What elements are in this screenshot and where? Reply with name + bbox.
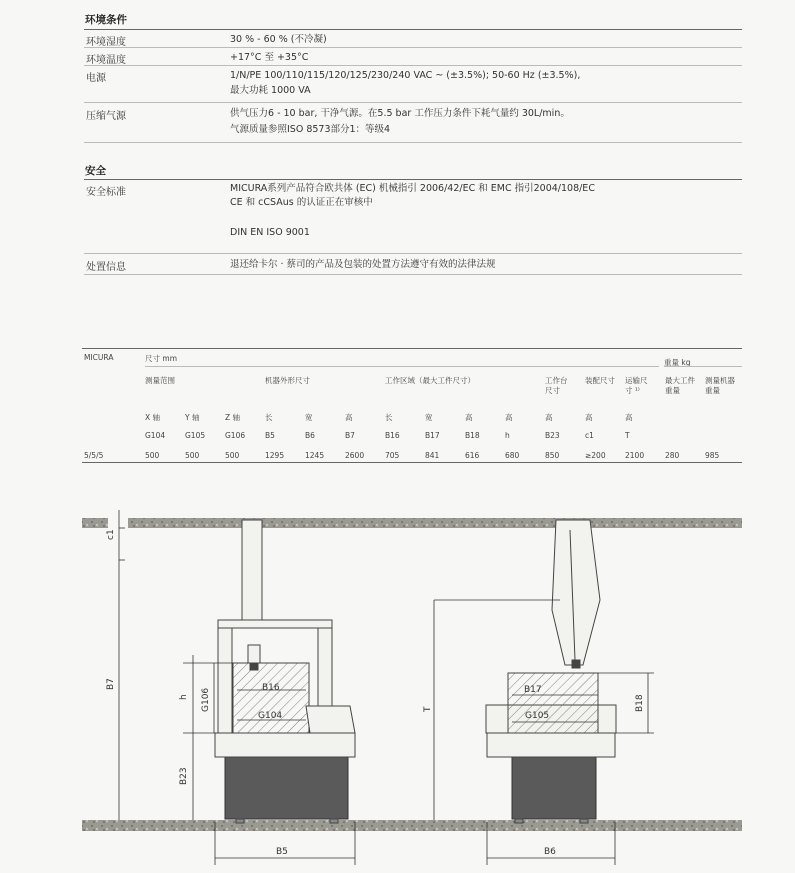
table-subheader-cell: 高 <box>545 413 553 422</box>
safety-value-standard: MICURA系列产品符合欧共体 (EC) 机械指引 2006/42/EC 和 EMC 指引2004/108/EC <box>230 183 595 194</box>
env-value-power-2: 最大功耗 1000 VA <box>230 85 311 96</box>
env-label-humidity: 环境湿度 <box>86 37 126 48</box>
dim-G106: G106 <box>201 687 211 712</box>
group-machine-weight-1: 测量机器 <box>705 376 735 385</box>
table-value-cell: 2100 <box>625 451 645 460</box>
group-machine-weight-2: 重量 <box>705 386 720 395</box>
table-value-cell: 280 <box>665 451 680 460</box>
table-value-cell: ≥200 <box>585 451 606 460</box>
table-value-cell: 1295 <box>265 451 285 460</box>
group-transport-2: 寸 ¹⁾ <box>625 386 640 395</box>
table-value-cell: 1245 <box>305 451 325 460</box>
group-max-workpiece-2: 重量 <box>665 386 680 395</box>
safety-title: 安全 <box>85 165 106 177</box>
table-code-cell: G104 <box>145 431 166 440</box>
group-transport-1: 运输尺 <box>625 376 648 385</box>
dim-B7: B7 <box>106 678 116 690</box>
environment-title: 环境条件 <box>85 14 127 26</box>
safety-value-standard-2: CE 和 cCSAus 的认证正在审核中 <box>230 197 373 208</box>
safety-value-disposal: 退还给卡尔 · 蔡司的产品及包装的处置方法遵守有效的法律法规 <box>230 259 496 270</box>
dim-c1: c1 <box>106 529 116 540</box>
table-code-cell: B17 <box>425 431 440 440</box>
dim-B18: B18 <box>635 694 645 712</box>
table-value-cell: 841 <box>425 451 440 460</box>
table-code-cell: T <box>625 431 630 440</box>
dim-B16: B16 <box>262 683 280 693</box>
group-table-size-2: 尺寸 <box>545 386 560 395</box>
table-code-cell: B7 <box>345 431 355 440</box>
table-value-cell: 850 <box>545 451 560 460</box>
table-subheader-cell: 高 <box>465 413 473 422</box>
table-subheader-cell: 高 <box>345 413 353 422</box>
left-machine <box>215 520 355 823</box>
env-value-temperature: +17°C 至 +35°C <box>230 52 309 63</box>
table-subheader-cell: Y 轴 <box>185 413 200 422</box>
dim-B23: B23 <box>179 767 189 785</box>
floor-band <box>82 820 742 831</box>
dim-B5: B5 <box>276 847 288 857</box>
group-table-size-1: 工作台 <box>545 376 568 385</box>
table-size-header: 尺寸 mm <box>145 354 177 363</box>
table-value-cell: 500 <box>185 451 200 460</box>
group-machine-outer: 机器外形尺寸 <box>265 376 310 385</box>
table-code-cell: B6 <box>305 431 315 440</box>
table-subheader-cell: 宽 <box>425 413 433 422</box>
table-code-cell: G105 <box>185 431 206 440</box>
table-code-cell: B5 <box>265 431 275 440</box>
env-value-air-2: 气源质量参照ISO 8573部分1：等级4 <box>230 124 391 135</box>
env-value-air: 供气压力6 - 10 bar, 干净气源。在5.5 bar 工作压力条件下耗气量约 30L/min。 <box>230 108 570 119</box>
table-code-cell: G106 <box>225 431 246 440</box>
table-weight-header: 重量 kg <box>664 358 691 367</box>
table-value-cell: 680 <box>505 451 520 460</box>
table-code-cell: B16 <box>385 431 400 440</box>
table-value-cell: 705 <box>385 451 400 460</box>
table-model-header: MICURA <box>84 353 114 362</box>
group-max-workpiece-1: 最大工件 <box>665 376 695 385</box>
table-subheader-cell: X 轴 <box>145 413 161 422</box>
table-code-cell: h <box>505 431 510 440</box>
table-subheader-cell: 宽 <box>305 413 313 422</box>
group-assembly: 装配尺寸 <box>585 376 615 385</box>
table-code-cell: B23 <box>545 431 560 440</box>
ceiling-band <box>128 518 742 528</box>
dim-h: h <box>179 694 189 700</box>
ceiling-band <box>82 518 108 528</box>
dim-G105: G105 <box>525 711 550 721</box>
table-value-cell: 985 <box>705 451 720 460</box>
env-label-air: 压缩气源 <box>86 111 126 122</box>
env-label-power: 电源 <box>86 73 106 84</box>
table-subheader-cell: 长 <box>385 413 393 422</box>
safety-label-disposal: 处置信息 <box>86 262 126 273</box>
table-subheader-cell: 高 <box>625 413 633 422</box>
table-row-model: 5/5/5 <box>84 451 104 460</box>
env-value-humidity: 30 % - 60 % (不冷凝) <box>230 34 327 45</box>
table-subheader-cell: Z 轴 <box>225 413 241 422</box>
env-value-power: 1/N/PE 100/110/115/120/125/230/240 VAC ~ (±3.5%); 50-60 Hz (±3.5%), <box>230 70 581 81</box>
table-subheader-cell: 高 <box>585 413 593 422</box>
group-work-area: 工作区域（最大工件尺寸） <box>385 376 475 385</box>
group-measuring-range: 测量范围 <box>145 376 175 385</box>
dim-B17: B17 <box>524 685 542 695</box>
right-machine <box>486 520 616 823</box>
dim-T: T <box>423 706 433 712</box>
table-subheader-cell: 长 <box>265 413 273 422</box>
env-label-temperature: 环境温度 <box>86 55 126 66</box>
dim-B6: B6 <box>544 847 556 857</box>
table-code-cell: B18 <box>465 431 480 440</box>
table-value-cell: 616 <box>465 451 480 460</box>
dim-G104: G104 <box>258 711 283 721</box>
safety-label-standard: 安全标准 <box>86 187 126 198</box>
table-value-cell: 2600 <box>345 451 365 460</box>
table-code-cell: c1 <box>585 431 594 440</box>
table-value-cell: 500 <box>145 451 160 460</box>
safety-value-standard-3: DIN EN ISO 9001 <box>230 227 310 238</box>
table-value-cell: 500 <box>225 451 240 460</box>
table-subheader-cell: 高 <box>505 413 513 422</box>
